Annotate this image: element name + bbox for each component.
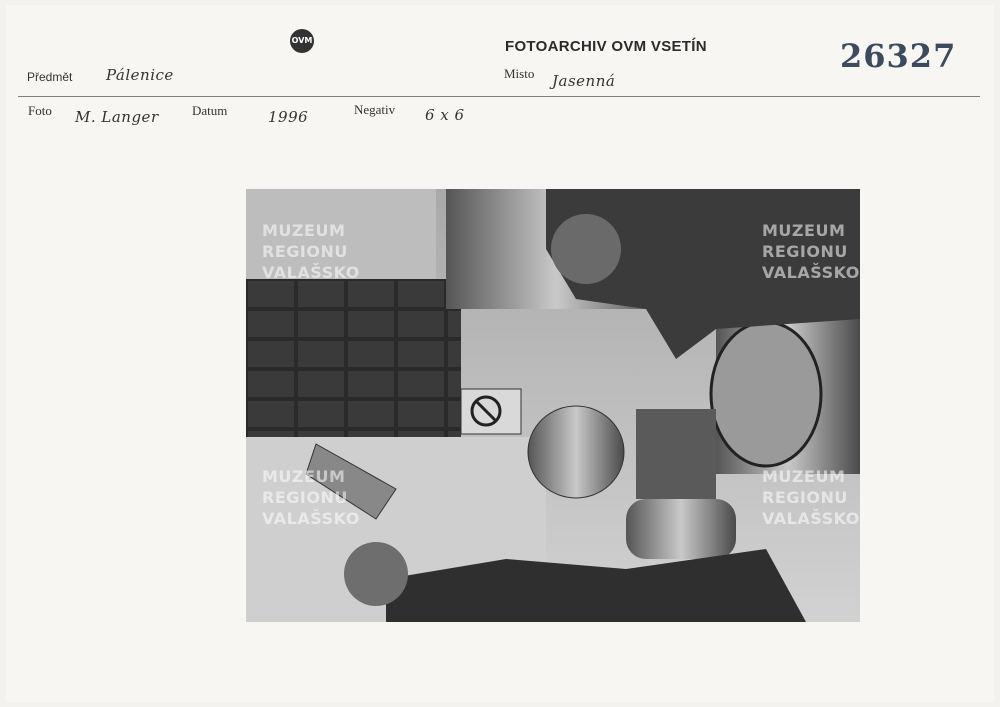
predmet-value: Pálenice: [106, 66, 174, 84]
negativ-value: 6 x 6: [425, 106, 465, 124]
watermark-top-left: MUZEUM REGIONU VALAŠSKO: [262, 221, 360, 282]
watermark-bottom-left: MUZEUM REGIONU VALAŠSKO: [262, 467, 360, 528]
predmet-label: Předmět: [27, 70, 73, 84]
watermark-top-right: MUZEUM REGIONU VALAŠSKO: [762, 221, 860, 282]
milk-can: [626, 499, 736, 559]
round-lid: [528, 406, 624, 498]
datum-value: 1996: [268, 108, 309, 126]
foto-value: M. Langer: [75, 108, 159, 126]
negativ-label: Negativ: [354, 102, 396, 117]
field-divider: [18, 96, 980, 97]
misto-label: Misto: [504, 66, 535, 81]
foto-label: Foto: [28, 103, 52, 118]
archive-photograph: [246, 189, 860, 622]
archive-title: FOTOARCHIV OVM VSETÍN: [505, 38, 707, 55]
ovm-logo: OVM: [290, 29, 314, 53]
glass-block-window: [246, 279, 461, 437]
watermark-bottom-right: MUZEUM REGIONU VALAŠSKO: [762, 467, 860, 528]
inventory-number: 26327: [840, 37, 957, 75]
datum-label: Datum: [192, 103, 228, 118]
misto-value: Jasenná: [552, 72, 616, 90]
